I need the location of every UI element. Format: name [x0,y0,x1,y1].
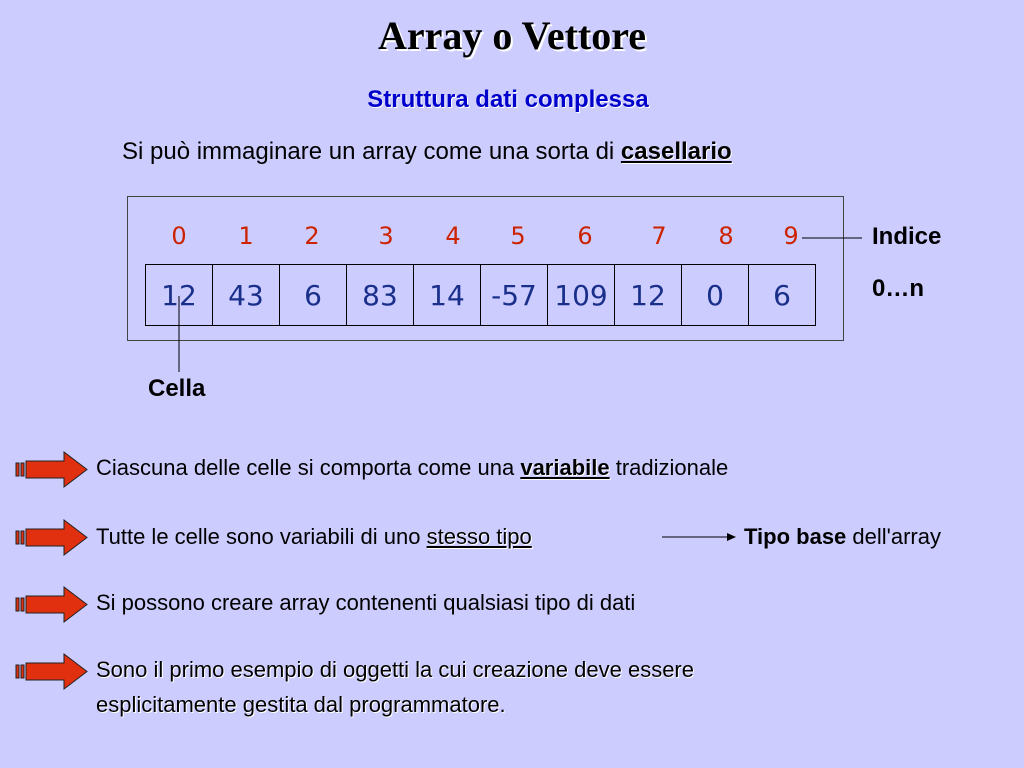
index-digit: 3 [378,222,394,250]
tipo-base-note [744,521,941,553]
bullet-arrow-icon [14,652,90,692]
bullet-3: Si possono creare array contenenti qualsiasi tipo di dati [96,590,636,615]
slide-subtitle: Struttura dati complessa [367,86,649,113]
bullet-1-emphasis: variabile [520,455,610,480]
index-digit: 6 [577,222,593,250]
bullet-arrow-icon [14,450,90,490]
bullet-4-line-2: esplicitamente gestita dal programmatore. [96,692,506,717]
slide-title: Array o Vettore [377,13,647,58]
bullet-4-line-1: Sono il primo esempio di oggetti la cui creazione deve essere [96,657,694,682]
tipo-base-label: Tipo base [744,524,847,549]
cella-label: Cella [148,375,206,402]
array-cell: 0 [682,265,749,325]
bullet-1-text: Ciascuna delle celle si comporta come una [96,455,521,480]
bullet-1-text-end: tradizionale [609,455,729,480]
index-digit: 0 [171,222,187,250]
index-digit: 5 [510,222,526,250]
bullet-2-text: Tutte le celle sono variabili di uno [96,524,427,549]
bullet-1 [96,452,728,484]
index-digit: 8 [718,222,734,250]
bullet-arrow-icon [14,585,90,625]
bullet-2 [96,521,532,553]
index-digit: 9 [783,222,799,250]
intro-text: Si può immaginare un array come una sorta di [122,138,621,165]
array-cell: 14 [414,265,481,325]
index-digit: 7 [651,222,667,250]
intro-emphasis: casellario [620,138,732,165]
array-cell: 43 [213,265,280,325]
index-digit: 4 [445,222,461,250]
index-digit: 2 [304,222,320,250]
array-cell: 109 [548,265,615,325]
array-cell: 6 [280,265,347,325]
tipo-base-arrowhead [727,533,736,541]
array-cell: 12 [615,265,682,325]
indice-label: Indice [872,223,942,250]
array-cell: -57 [481,265,548,325]
index-range-label: 0…n [872,275,925,302]
bullet-arrow-icon [14,518,90,558]
tipo-base-suffix: dell'array [846,524,941,549]
bullet-2-emphasis: stesso tipo [426,524,532,549]
array-cell: 83 [347,265,414,325]
index-digit: 1 [238,222,254,250]
array-cell: 6 [749,265,816,325]
array-cell: 12 [146,265,213,325]
